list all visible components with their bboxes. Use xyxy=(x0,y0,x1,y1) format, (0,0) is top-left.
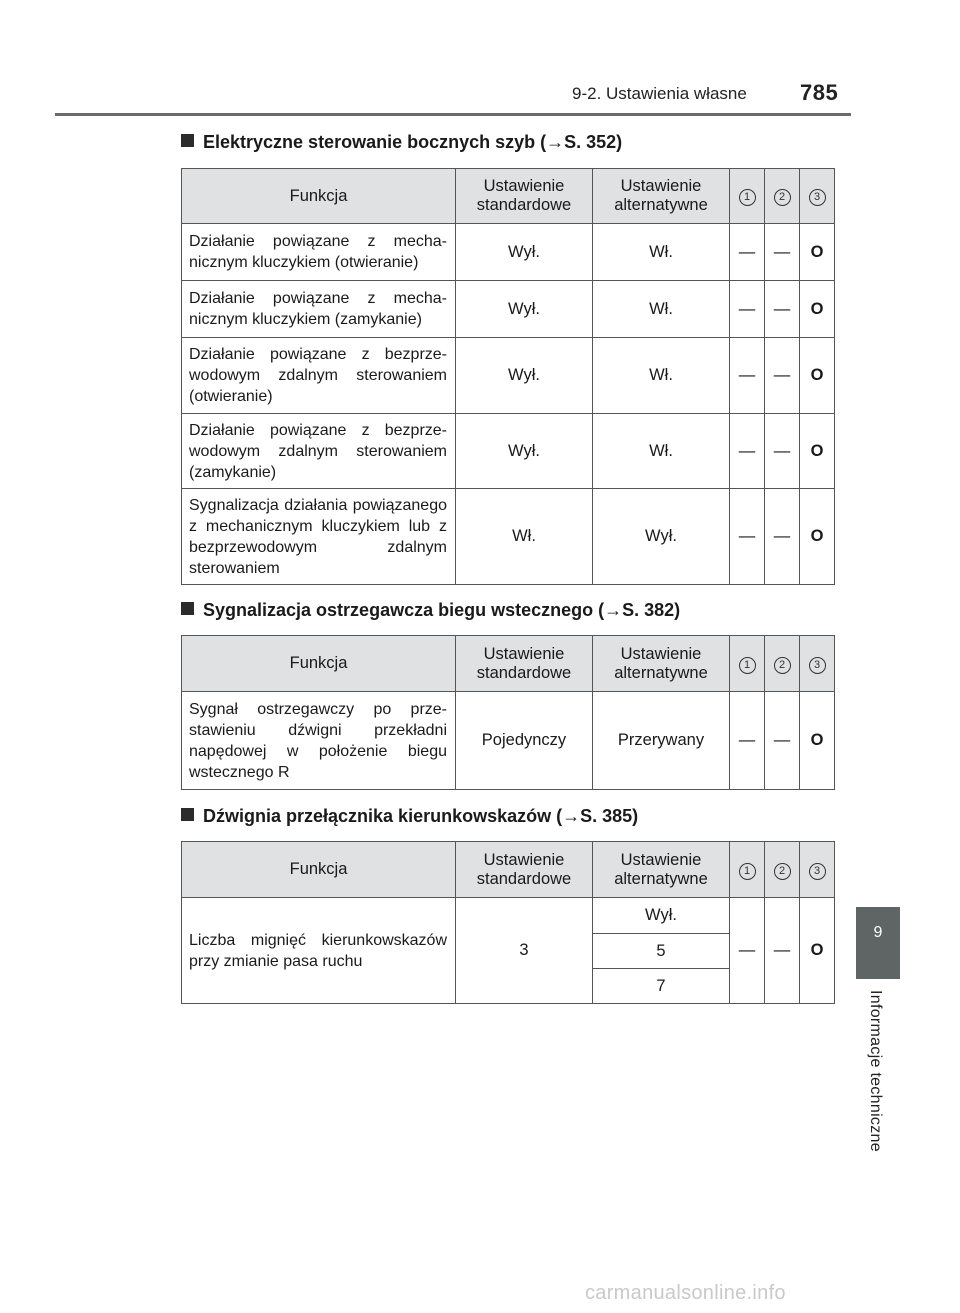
alternative-cell: 7 xyxy=(593,969,730,1004)
function-cell: Działanie powiązane z bezprzewodowym zdalnym sterowaniem (otwieranie) xyxy=(182,338,456,414)
alternative-cell: Wł. xyxy=(593,338,730,414)
alternative-cell: 5 xyxy=(593,934,730,969)
section-title: Elektryczne sterowanie bocznych szyb (→S. 352) xyxy=(203,132,623,152)
circled-1-icon: 1 xyxy=(739,863,756,880)
default-cell: Wł. xyxy=(456,489,593,585)
table-row xyxy=(182,224,835,281)
function-cell: Liczba mignięć kierunkowskazów przy zmianie pasa ruchu xyxy=(182,898,456,1004)
table-row xyxy=(182,281,835,338)
mark-3: O xyxy=(800,281,835,338)
mark-2: — xyxy=(765,338,800,414)
mark-1: — xyxy=(730,898,765,1004)
default-cell: Wył. xyxy=(456,224,593,281)
circled-2-icon: 2 xyxy=(774,657,791,674)
chapter-tab xyxy=(856,907,900,979)
default-cell: Wył. xyxy=(456,338,593,414)
table-row xyxy=(182,338,835,414)
mark-2: — xyxy=(765,898,800,1004)
alternative-cell: Wł. xyxy=(593,414,730,489)
circled-1-icon: 1 xyxy=(739,189,756,206)
header-rule xyxy=(55,113,851,116)
col-alternative: Ustawienie alternatywne xyxy=(593,636,730,692)
header-section-title: 9-2. Ustawienia własne xyxy=(572,84,747,103)
circled-1-icon: 1 xyxy=(739,657,756,674)
mark-2: — xyxy=(765,692,800,790)
function-cell: Działanie powiązane z mechanicznym kluczykiem (zamykanie) xyxy=(182,281,456,338)
col-function: Funkcja xyxy=(182,842,456,898)
default-cell: Pojedynczy xyxy=(456,692,593,790)
section-heading xyxy=(181,806,638,827)
mark-2: — xyxy=(765,489,800,585)
square-bullet-icon xyxy=(181,808,194,821)
alternative-cell: Przerywany xyxy=(593,692,730,790)
square-bullet-icon xyxy=(181,134,194,147)
circled-3-icon: 3 xyxy=(809,863,826,880)
table-row xyxy=(182,898,835,934)
default-cell: Wył. xyxy=(456,281,593,338)
table-row xyxy=(182,414,835,489)
mark-3: O xyxy=(800,489,835,585)
table-row xyxy=(182,489,835,585)
mark-3: O xyxy=(800,414,835,489)
mark-1: — xyxy=(730,281,765,338)
table-header-row xyxy=(182,169,835,224)
function-cell: Działanie powiązane z mechanicznym kluczykiem (otwieranie) xyxy=(182,224,456,281)
function-cell: Działanie powiązane z bezprzewodowym zdalnym sterowaniem (zamykanie) xyxy=(182,414,456,489)
table-header-row xyxy=(182,636,835,692)
mark-3: O xyxy=(800,338,835,414)
section-heading xyxy=(181,600,680,621)
circled-2-icon: 2 xyxy=(774,863,791,880)
col-function: Funkcja xyxy=(182,169,456,224)
mark-1: — xyxy=(730,414,765,489)
mark-2: — xyxy=(765,224,800,281)
square-bullet-icon xyxy=(181,602,194,615)
section-title: Dźwignia przełącznika kierunkowskazów (→S. 385) xyxy=(203,806,639,826)
settings-table xyxy=(181,635,835,790)
alternative-cell: Wył. xyxy=(593,489,730,585)
mark-1: — xyxy=(730,338,765,414)
chapter-label: Informacje techniczne xyxy=(867,990,884,1152)
mark-3: O xyxy=(800,224,835,281)
table-row xyxy=(182,692,835,790)
page-number: 785 xyxy=(800,80,839,105)
watermark: carmanualsonline.info xyxy=(585,1282,786,1304)
mark-1: — xyxy=(730,489,765,585)
col-alternative: Ustawienie alternatywne xyxy=(593,169,730,224)
alternative-cell: Wł. xyxy=(593,281,730,338)
function-cell: Sygnalizacja działania powiązanego z mechanicznym kluczykiem lub z bezprzewodowym zdalnym sterowaniem xyxy=(182,489,456,585)
mark-2: — xyxy=(765,414,800,489)
circled-2-icon: 2 xyxy=(774,189,791,206)
alternative-cell: Wył. xyxy=(593,898,730,934)
mark-1: — xyxy=(730,224,765,281)
mark-1: — xyxy=(730,692,765,790)
chapter-number: 9 xyxy=(873,924,883,941)
col-default: Ustawienie standardowe xyxy=(456,169,593,224)
section-title: Sygnalizacja ostrzegawcza biegu wstecznego (→S. 382) xyxy=(203,600,681,620)
alternative-cell: Wł. xyxy=(593,224,730,281)
col-function: Funkcja xyxy=(182,636,456,692)
settings-table xyxy=(181,168,835,585)
col-default: Ustawienie standardowe xyxy=(456,636,593,692)
default-cell: Wył. xyxy=(456,414,593,489)
circled-3-icon: 3 xyxy=(809,189,826,206)
mark-3: O xyxy=(800,692,835,790)
function-cell: Sygnał ostrzegawczy po przestawieniu dźwigni przekładni napędowej w położenie biegu wstecznego R xyxy=(182,692,456,790)
col-alternative: Ustawienie alternatywne xyxy=(593,842,730,898)
table-header-row xyxy=(182,842,835,898)
mark-3: O xyxy=(800,898,835,1004)
section-heading xyxy=(181,132,622,153)
default-cell: 3 xyxy=(456,898,593,1004)
col-default: Ustawienie standardowe xyxy=(456,842,593,898)
settings-table xyxy=(181,841,835,1004)
circled-3-icon: 3 xyxy=(809,657,826,674)
mark-2: — xyxy=(765,281,800,338)
